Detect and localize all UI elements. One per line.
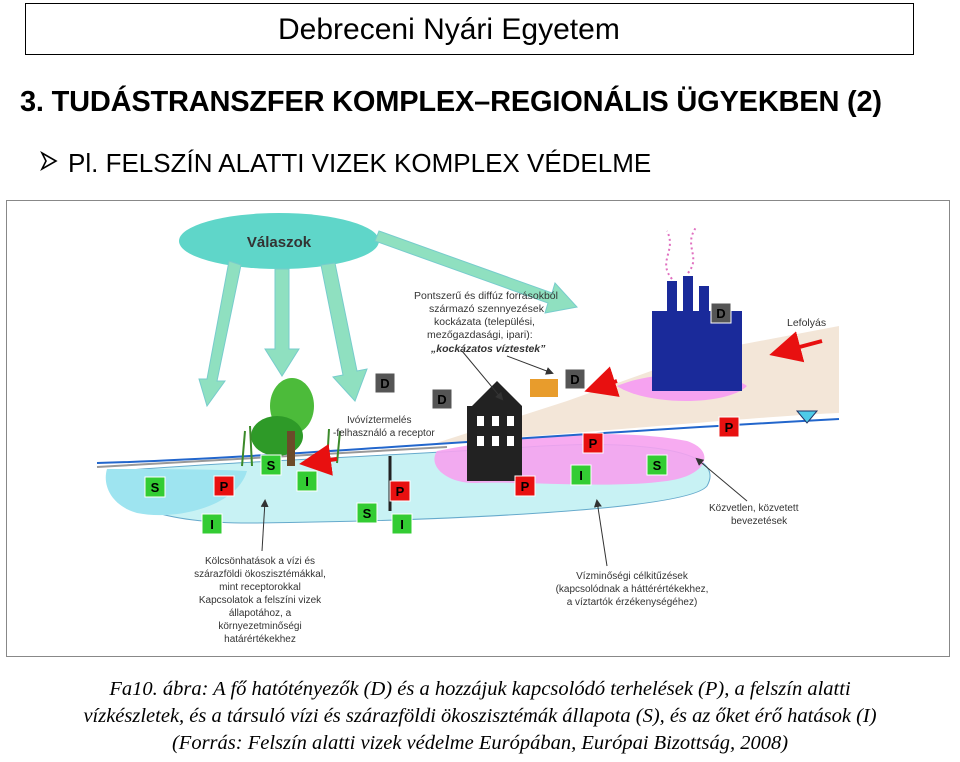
header-box — [25, 3, 914, 55]
badge-label-s-11: S — [362, 506, 372, 521]
quality-line-2: (kapcsolódnak a háttérértékekhez, — [555, 584, 709, 595]
interactions-line-4: Kapcsolatok a felszíni vizek — [198, 595, 322, 606]
caption-line-3: (Forrás: Felszín alatti vizek védelme Európában, Európai Bizottság, 2008) — [171, 732, 789, 754]
badge-label-p-8: P — [219, 479, 229, 494]
badge-label-d-3: D — [716, 306, 726, 321]
interactions-line-6: környezetminőségi — [218, 621, 302, 632]
badge-label-i-16: I — [210, 517, 214, 532]
main-title: 3. TUDÁSTRANSZFER KOMPLEX–REGIONÁLIS ÜGYEKBEN (2) — [20, 86, 882, 118]
pollution-text — [414, 290, 558, 355]
caption-line-1: Fa10. ábra: A fő hatótényezők (D) és a hozzájuk kapcsolódó terhelések (P), a felszín alatti — [109, 678, 851, 700]
badge-label-p-5: P — [724, 420, 734, 435]
badge-label-s-9: S — [150, 480, 160, 495]
badge-label-p-6: P — [520, 479, 530, 494]
badge-label-i-13: I — [305, 474, 309, 489]
caption-line-2: vízkészletek, és a társuló vízi és szárazföldi ökoszisztémák állapota (S), és az őket érő hatások (I) — [83, 705, 877, 727]
subtitle: Pl. FELSZÍN ALATTI VIZEK KOMPLEX VÉDELME — [68, 148, 652, 178]
bullet-arrow-icon — [40, 151, 60, 177]
interactions-line-7: határértékekhez — [224, 634, 296, 645]
figure-caption — [0, 676, 960, 757]
response-arrow-3 — [321, 263, 367, 401]
pollution-line-4: mezőgazdasági, ipari): — [427, 329, 533, 341]
response-arrow-2 — [265, 269, 299, 376]
runoff-label: Lefolyás — [787, 317, 827, 329]
pollution-line-3: kockázata (települési, — [434, 316, 535, 328]
badge-label-d-0: D — [380, 376, 390, 391]
factory — [652, 276, 742, 391]
badge-label-p-4: P — [588, 436, 598, 451]
badge-label-d-1: D — [437, 392, 447, 407]
diagram-canvas — [7, 201, 950, 657]
car — [530, 379, 558, 397]
interactions-line-2: szárazföldi ökoszisztémákkal, — [194, 569, 326, 580]
badge-label-p-7: P — [395, 484, 405, 499]
badge-label-i-15: I — [400, 517, 404, 532]
pollution-line-2: származó szennyezések — [429, 303, 544, 315]
response-arrow-1 — [199, 261, 241, 406]
badge-label-s-10: S — [266, 458, 276, 473]
header-title: Debreceni Nyári Egyetem — [278, 13, 620, 46]
well-label-line-1: Ivóvíztermelés — [347, 415, 412, 426]
badge-label-s-12: S — [652, 458, 662, 473]
quality-line-3: a víztartók érzékenységéhez) — [566, 597, 698, 608]
badge-label-i-14: I — [579, 468, 583, 483]
house — [467, 381, 522, 481]
interactions-line-1: Kölcsönhatások a vízi és — [204, 556, 316, 567]
pollution-line-1: Pontszerű és diffúz forrásokból — [414, 290, 558, 302]
responses-label: Válaszok — [246, 234, 312, 251]
quality-line-1: Vízminőségi célkitűzések — [576, 571, 688, 582]
pollution-emphasis: „kockázatos víztestek” — [431, 343, 546, 355]
direct-label-line-1: Közvetlen, közvetett — [709, 503, 799, 514]
interactions-line-3: mint receptorokkal — [219, 582, 301, 593]
direct-label-line-2: bevezetések — [731, 516, 788, 527]
smoke — [666, 226, 697, 279]
well-label-line-2: -felhasználó a receptor — [333, 428, 435, 439]
quality-text — [556, 571, 709, 608]
well-label — [333, 415, 435, 439]
badge-label-d-2: D — [570, 372, 580, 387]
interactions-line-5: állapotához, a — [228, 608, 292, 619]
groundwater-diagram — [6, 200, 950, 657]
